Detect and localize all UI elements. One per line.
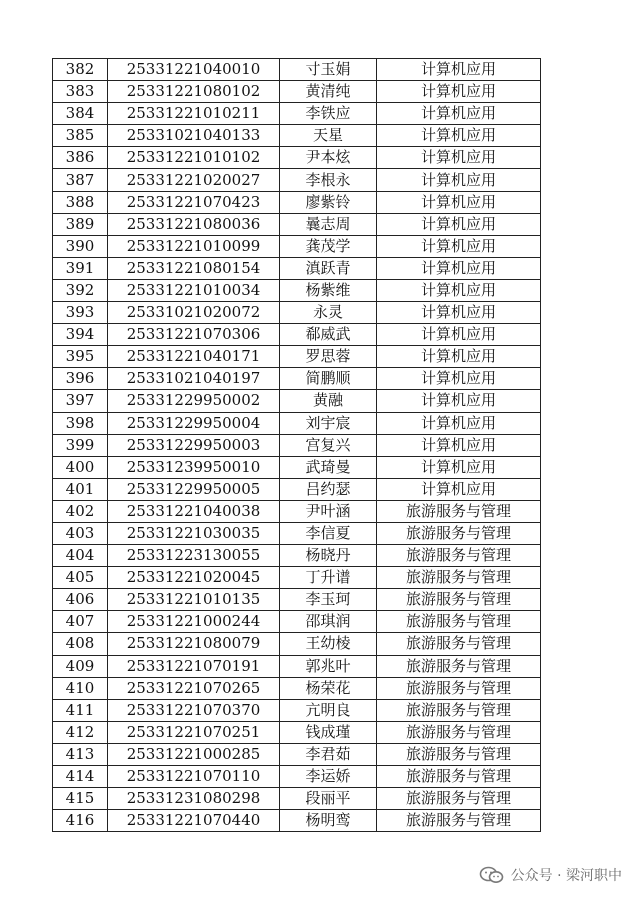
student-name-cell: 廖紫铃 [280, 191, 377, 213]
table-row [53, 522, 541, 544]
exam-number-cell: 25331221080102 [108, 81, 280, 103]
row-number-cell: 384 [53, 103, 108, 125]
exam-number-cell: 25331221070191 [108, 655, 280, 677]
row-number-cell: 415 [53, 788, 108, 810]
table-row [53, 235, 541, 257]
row-number-cell: 403 [53, 522, 108, 544]
student-name-cell: 杨明鸾 [280, 810, 377, 832]
student-name-cell: 杨荣花 [280, 677, 377, 699]
student-name-cell: 李玉珂 [280, 589, 377, 611]
exam-number-cell: 25331221070370 [108, 699, 280, 721]
student-name-cell: 黄融 [280, 390, 377, 412]
row-number-cell: 389 [53, 213, 108, 235]
table-row [53, 346, 541, 368]
table-row [53, 633, 541, 655]
exam-number-cell: 25331221010034 [108, 279, 280, 301]
student-name-cell: 天星 [280, 125, 377, 147]
major-cell: 计算机应用 [377, 169, 541, 191]
table-body [53, 59, 541, 832]
table-row [53, 169, 541, 191]
row-number-cell: 405 [53, 567, 108, 589]
table-row [53, 721, 541, 743]
student-name-cell: 杨晓丹 [280, 545, 377, 567]
major-cell: 计算机应用 [377, 324, 541, 346]
student-name-cell: 尹本炫 [280, 147, 377, 169]
major-cell: 旅游服务与管理 [377, 545, 541, 567]
table-row [53, 677, 541, 699]
exam-number-cell: 25331221020045 [108, 567, 280, 589]
row-number-cell: 396 [53, 368, 108, 390]
row-number-cell: 401 [53, 478, 108, 500]
exam-number-cell: 25331221020027 [108, 169, 280, 191]
student-name-cell: 简鹏顺 [280, 368, 377, 390]
row-number-cell: 400 [53, 456, 108, 478]
student-name-cell: 王幼棱 [280, 633, 377, 655]
student-name-cell: 罗思蓉 [280, 346, 377, 368]
exam-number-cell: 25331221080154 [108, 257, 280, 279]
major-cell: 计算机应用 [377, 81, 541, 103]
major-cell: 计算机应用 [377, 235, 541, 257]
table-row [53, 257, 541, 279]
exam-number-cell: 25331021040133 [108, 125, 280, 147]
major-cell: 旅游服务与管理 [377, 633, 541, 655]
exam-number-cell: 25331221030035 [108, 522, 280, 544]
table-row [53, 699, 541, 721]
exam-number-cell: 25331221070423 [108, 191, 280, 213]
table-row [53, 103, 541, 125]
table-row [53, 655, 541, 677]
student-name-cell: 丁升谱 [280, 567, 377, 589]
row-number-cell: 407 [53, 611, 108, 633]
row-number-cell: 414 [53, 766, 108, 788]
table-row [53, 147, 541, 169]
row-number-cell: 394 [53, 324, 108, 346]
major-cell: 计算机应用 [377, 302, 541, 324]
student-name-cell: 钱成瑾 [280, 721, 377, 743]
row-number-cell: 399 [53, 434, 108, 456]
student-name-cell: 亢明良 [280, 699, 377, 721]
student-name-cell: 刘宇宸 [280, 412, 377, 434]
major-cell: 旅游服务与管理 [377, 788, 541, 810]
row-number-cell: 406 [53, 589, 108, 611]
major-cell: 旅游服务与管理 [377, 522, 541, 544]
student-name-cell: 宫复兴 [280, 434, 377, 456]
major-cell: 旅游服务与管理 [377, 611, 541, 633]
table-row [53, 611, 541, 633]
row-number-cell: 383 [53, 81, 108, 103]
row-number-cell: 412 [53, 721, 108, 743]
table-row [53, 788, 541, 810]
exam-number-cell: 25331221040171 [108, 346, 280, 368]
exam-number-cell: 25331221070306 [108, 324, 280, 346]
student-name-cell: 杨紫维 [280, 279, 377, 301]
exam-number-cell: 25331221070251 [108, 721, 280, 743]
exam-number-cell: 25331221080079 [108, 633, 280, 655]
row-number-cell: 409 [53, 655, 108, 677]
major-cell: 旅游服务与管理 [377, 743, 541, 765]
student-name-cell: 李信夏 [280, 522, 377, 544]
student-name-cell: 尹叶涵 [280, 500, 377, 522]
row-number-cell: 382 [53, 59, 108, 81]
exam-number-cell: 25331221070110 [108, 766, 280, 788]
row-number-cell: 408 [53, 633, 108, 655]
student-name-cell: 曩志周 [280, 213, 377, 235]
student-name-cell: 黄清纯 [280, 81, 377, 103]
major-cell: 计算机应用 [377, 390, 541, 412]
table-row [53, 478, 541, 500]
exam-number-cell: 25331239950010 [108, 456, 280, 478]
table-row [53, 412, 541, 434]
exam-number-cell: 25331221080036 [108, 213, 280, 235]
student-name-cell: 吕约瑟 [280, 478, 377, 500]
row-number-cell: 411 [53, 699, 108, 721]
exam-number-cell: 25331229950004 [108, 412, 280, 434]
major-cell: 计算机应用 [377, 125, 541, 147]
table-row [53, 279, 541, 301]
table-row [53, 743, 541, 765]
exam-number-cell: 25331221070440 [108, 810, 280, 832]
exam-number-cell: 25331221010211 [108, 103, 280, 125]
student-name-cell: 龚茂学 [280, 235, 377, 257]
row-number-cell: 404 [53, 545, 108, 567]
major-cell: 计算机应用 [377, 368, 541, 390]
major-cell: 计算机应用 [377, 434, 541, 456]
table-row [53, 810, 541, 832]
table-row [53, 589, 541, 611]
row-number-cell: 387 [53, 169, 108, 191]
major-cell: 计算机应用 [377, 257, 541, 279]
table-row [53, 302, 541, 324]
table-row [53, 324, 541, 346]
row-number-cell: 392 [53, 279, 108, 301]
major-cell: 旅游服务与管理 [377, 699, 541, 721]
table-row [53, 213, 541, 235]
exam-number-cell: 25331221040010 [108, 59, 280, 81]
major-cell: 计算机应用 [377, 59, 541, 81]
major-cell: 计算机应用 [377, 346, 541, 368]
exam-number-cell: 25331021040197 [108, 368, 280, 390]
row-number-cell: 416 [53, 810, 108, 832]
table-row [53, 125, 541, 147]
table-row [53, 766, 541, 788]
watermark [479, 860, 622, 890]
exam-number-cell: 25331221000244 [108, 611, 280, 633]
exam-number-cell: 25331221010099 [108, 235, 280, 257]
major-cell: 旅游服务与管理 [377, 567, 541, 589]
major-cell: 计算机应用 [377, 478, 541, 500]
student-name-cell: 李运娇 [280, 766, 377, 788]
student-name-cell: 郗威武 [280, 324, 377, 346]
watermark-text: 公众号 · 梁河职中 [510, 868, 622, 884]
row-number-cell: 397 [53, 390, 108, 412]
table-row [53, 368, 541, 390]
major-cell: 旅游服务与管理 [377, 500, 541, 522]
exam-number-cell: 25331229950003 [108, 434, 280, 456]
row-number-cell: 385 [53, 125, 108, 147]
exam-number-cell: 25331231080298 [108, 788, 280, 810]
student-name-cell: 段丽平 [280, 788, 377, 810]
table-row [53, 434, 541, 456]
major-cell: 计算机应用 [377, 103, 541, 125]
student-list-table [52, 58, 541, 832]
table-row [53, 81, 541, 103]
row-number-cell: 413 [53, 743, 108, 765]
table-row [53, 545, 541, 567]
major-cell: 旅游服务与管理 [377, 810, 541, 832]
student-name-cell: 李根永 [280, 169, 377, 191]
exam-number-cell: 25331229950005 [108, 478, 280, 500]
exam-number-cell: 25331223130055 [108, 545, 280, 567]
student-name-cell: 武琦曼 [280, 456, 377, 478]
major-cell: 计算机应用 [377, 412, 541, 434]
student-name-cell: 李君茹 [280, 743, 377, 765]
table-row [53, 390, 541, 412]
row-number-cell: 395 [53, 346, 108, 368]
table-row [53, 500, 541, 522]
major-cell: 旅游服务与管理 [377, 655, 541, 677]
exam-number-cell: 25331221010102 [108, 147, 280, 169]
exam-number-cell: 25331229950002 [108, 390, 280, 412]
table-row [53, 456, 541, 478]
row-number-cell: 410 [53, 677, 108, 699]
student-name-cell: 永灵 [280, 302, 377, 324]
row-number-cell: 391 [53, 257, 108, 279]
row-number-cell: 388 [53, 191, 108, 213]
student-name-cell: 李铁应 [280, 103, 377, 125]
row-number-cell: 402 [53, 500, 108, 522]
student-name-cell: 邵琪润 [280, 611, 377, 633]
student-name-cell: 郭兆叶 [280, 655, 377, 677]
wechat-icon [479, 866, 505, 884]
row-number-cell: 393 [53, 302, 108, 324]
major-cell: 计算机应用 [377, 456, 541, 478]
major-cell: 计算机应用 [377, 191, 541, 213]
student-name-cell: 寸玉娟 [280, 59, 377, 81]
exam-number-cell: 25331221070265 [108, 677, 280, 699]
major-cell: 旅游服务与管理 [377, 677, 541, 699]
major-cell: 旅游服务与管理 [377, 589, 541, 611]
exam-number-cell: 25331221000285 [108, 743, 280, 765]
exam-number-cell: 25331221010135 [108, 589, 280, 611]
major-cell: 旅游服务与管理 [377, 766, 541, 788]
row-number-cell: 398 [53, 412, 108, 434]
table-row [53, 567, 541, 589]
major-cell: 计算机应用 [377, 279, 541, 301]
major-cell: 计算机应用 [377, 213, 541, 235]
major-cell: 旅游服务与管理 [377, 721, 541, 743]
major-cell: 计算机应用 [377, 147, 541, 169]
exam-number-cell: 25331221040038 [108, 500, 280, 522]
row-number-cell: 386 [53, 147, 108, 169]
row-number-cell: 390 [53, 235, 108, 257]
table-row [53, 191, 541, 213]
exam-number-cell: 25331021020072 [108, 302, 280, 324]
student-name-cell: 滇跃青 [280, 257, 377, 279]
table-row [53, 59, 541, 81]
